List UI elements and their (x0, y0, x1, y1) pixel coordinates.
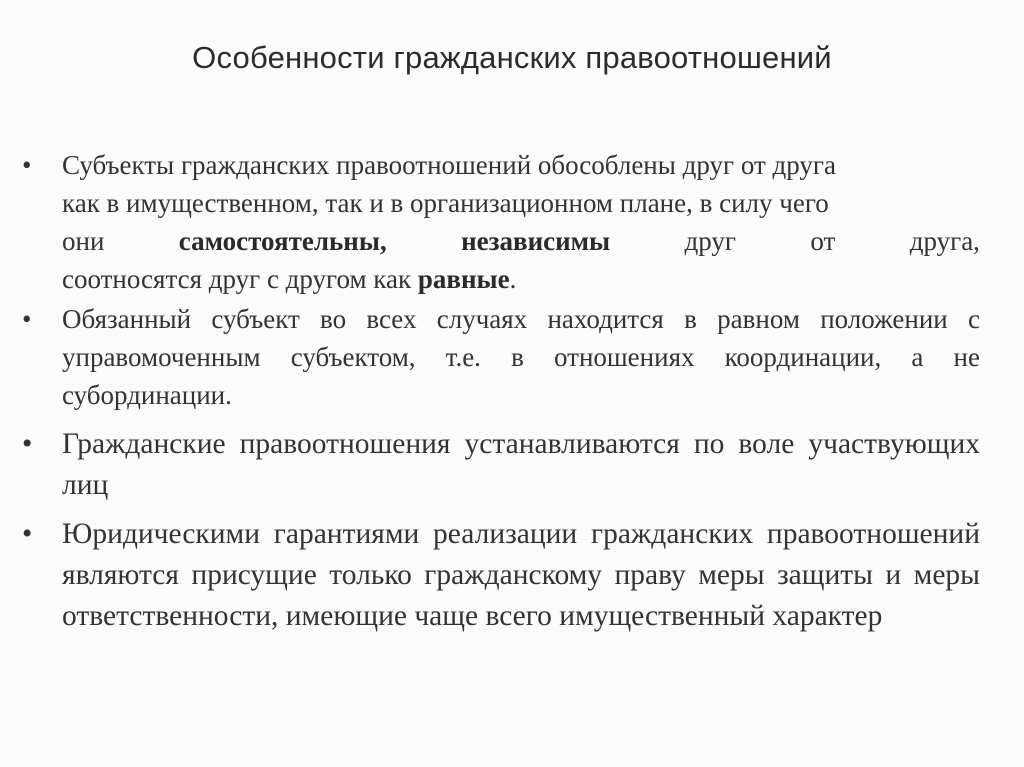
slide-body (22, 146, 980, 637)
text-segment: . (509, 264, 517, 294)
bullet-icon: • (22, 518, 33, 550)
bullet-item-2 (22, 300, 980, 414)
bullet-icon: • (22, 304, 32, 334)
bold-term-equal: равные (417, 264, 510, 294)
bullet-item-3 (22, 424, 980, 506)
bullet-icon: • (22, 428, 33, 460)
bullet-item-1 (22, 146, 980, 298)
word: друга, (909, 226, 980, 256)
word: друг (684, 226, 736, 256)
bullet-2-text: Обязанный субъект во всех случаях находится в равном положении с управомоченным субъектом, т.е. в отношениях координации, а не субординации. (62, 304, 980, 410)
bullet-1-line-3 (62, 222, 980, 260)
bullet-item-4 (22, 514, 980, 637)
word: они (62, 226, 105, 256)
bullet-1-line-4 (62, 260, 980, 298)
bullet-4-text: Юридическими гарантиями реализации гражданских правоотношений являются присущие только гражданскому праву меры защиты и меры ответственности, имеющие чаще всего имущественный характер (62, 518, 980, 632)
bold-term-independent: самостоятельны, (178, 226, 387, 256)
bullet-1-line-1: Субъекты гражданских правоотношений обособлены друг от друга (62, 150, 836, 180)
text-segment: соотносятся друг с другом как (62, 264, 418, 294)
bullet-1-line-2: как в имущественном, так и в организационном плане, в силу чего (62, 188, 829, 218)
bold-term-free: независимы (461, 226, 611, 256)
bullet-3-text: Гражданские правоотношения устанавливаются по воле участвующих лиц (62, 428, 980, 501)
bullet-icon: • (22, 150, 32, 180)
slide-title: Особенности гражданских правоотношений (192, 40, 832, 75)
word: от (810, 226, 836, 256)
